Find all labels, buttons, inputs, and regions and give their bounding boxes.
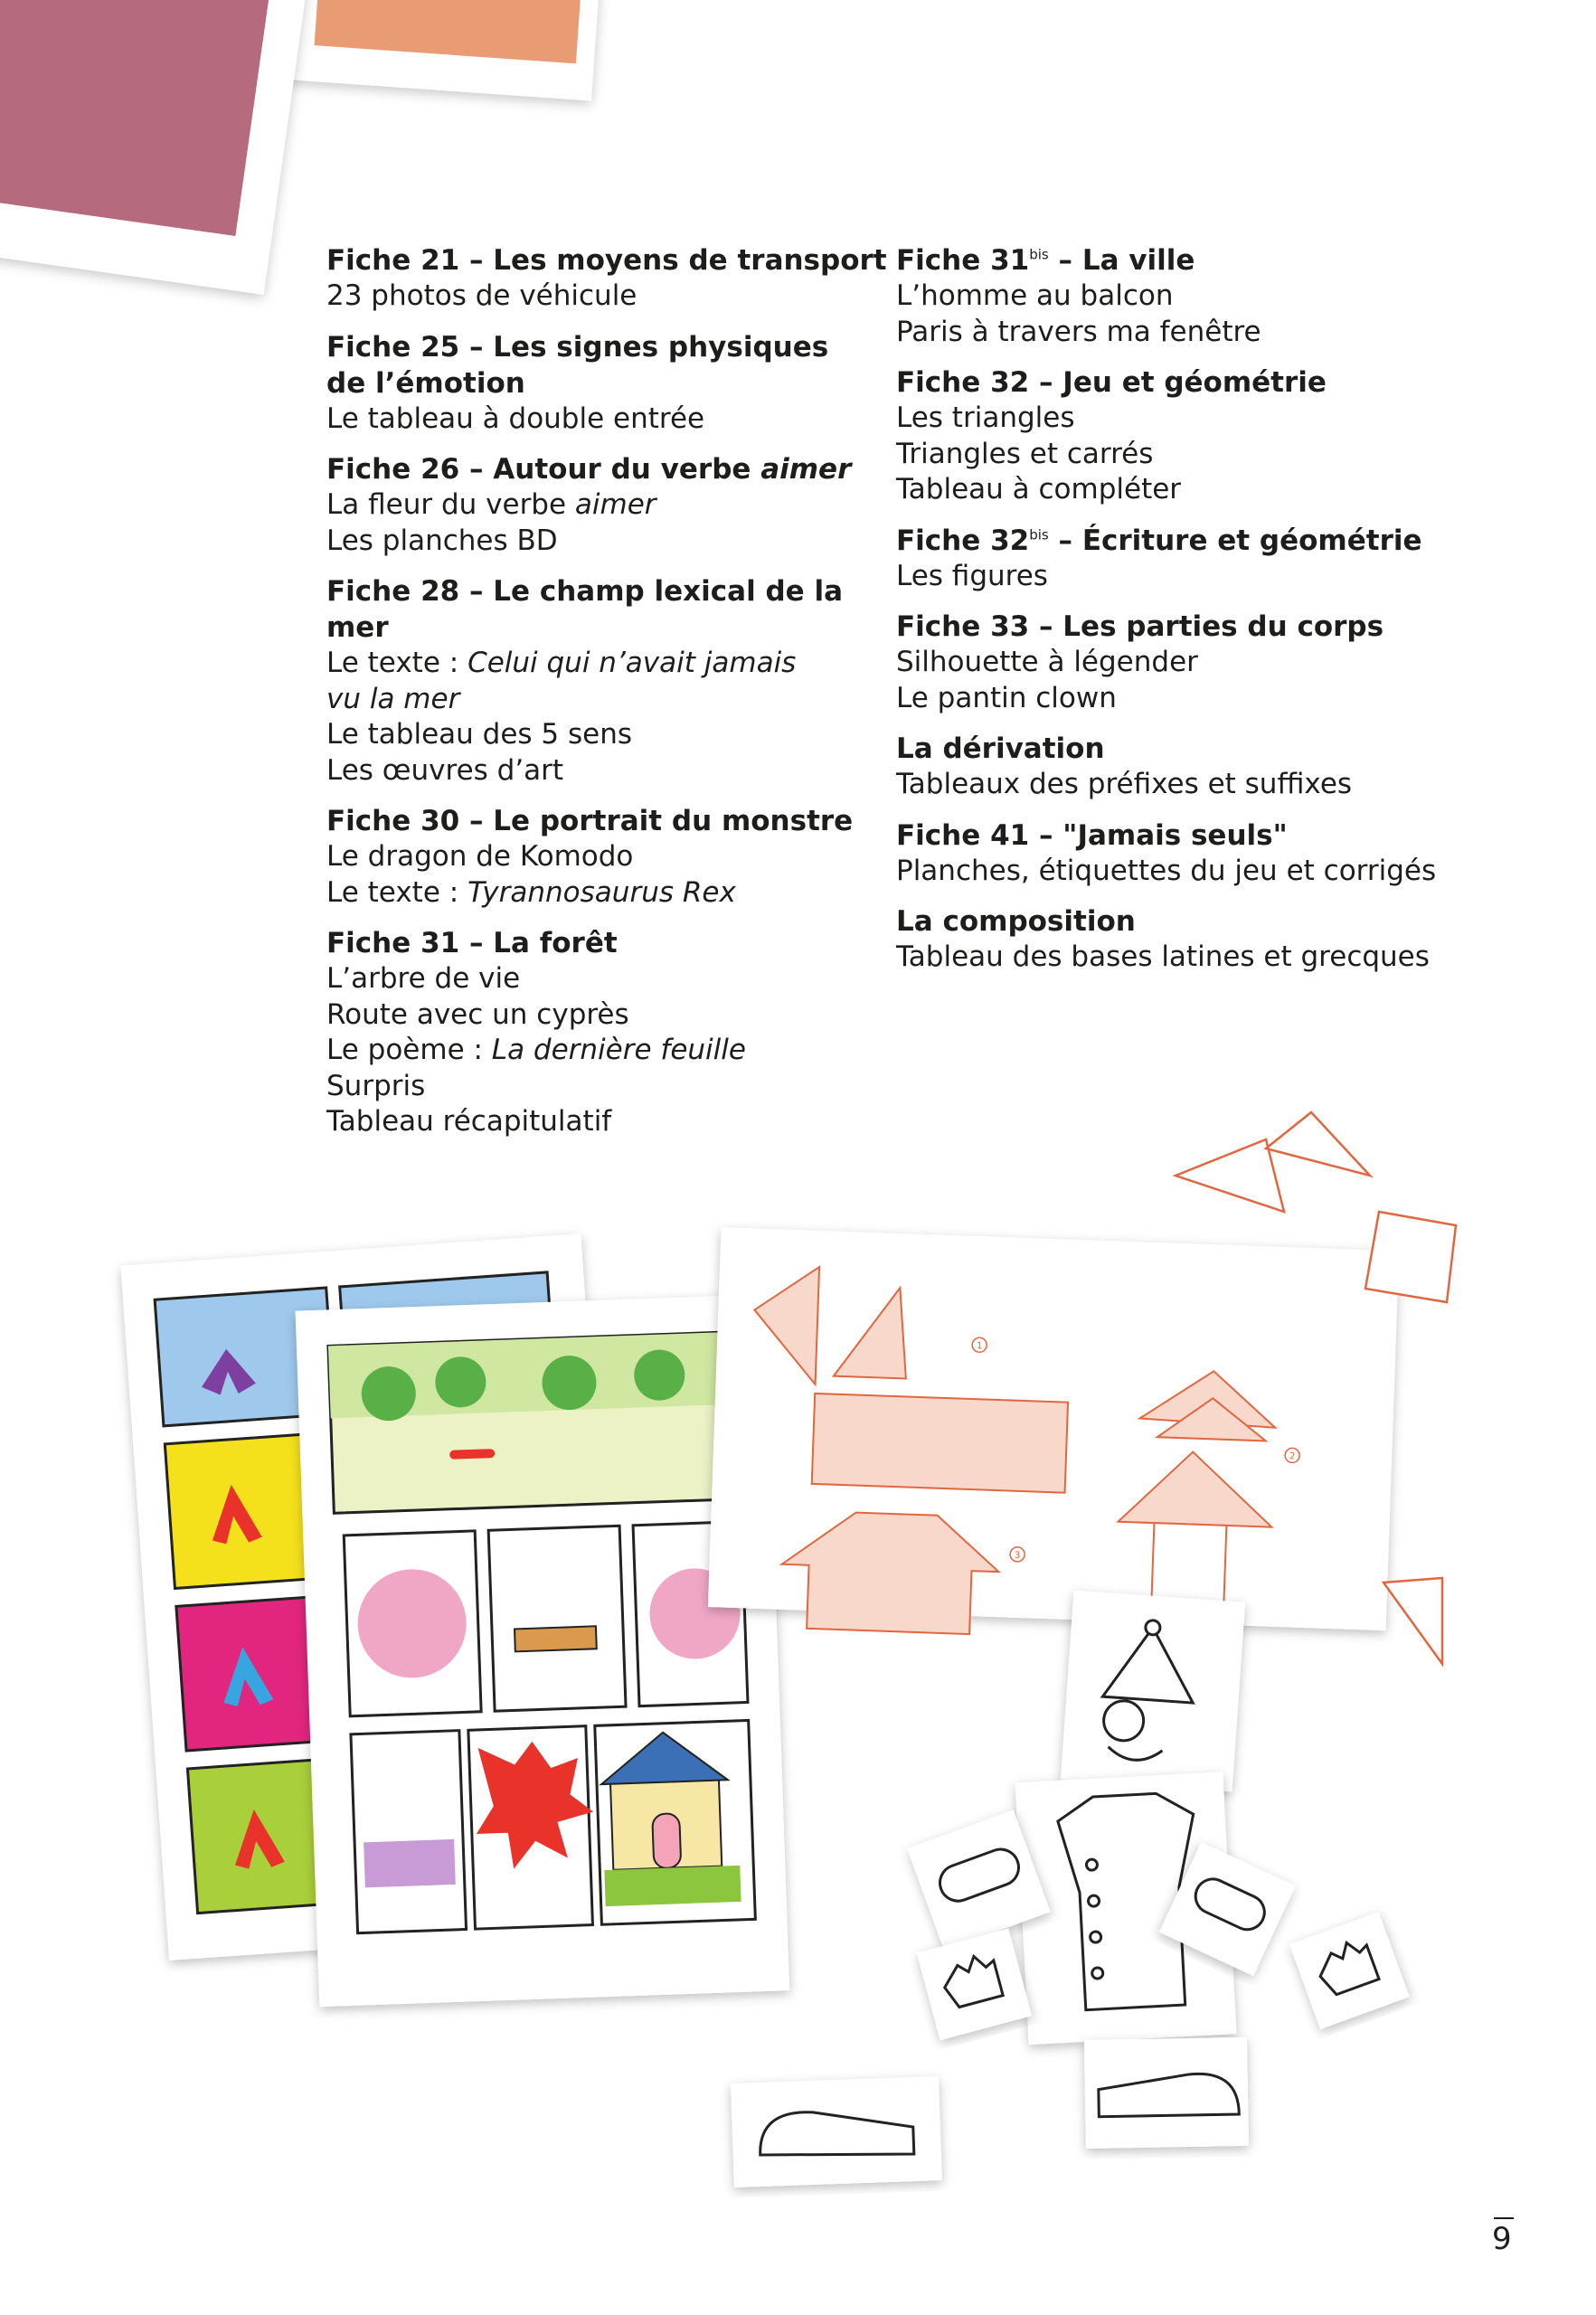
entry-line-part: Le texte : xyxy=(326,647,468,679)
entry-derivation xyxy=(896,731,1457,803)
entry-line: Les figures xyxy=(896,559,1048,592)
entry-line: Paris à travers ma fenêtre xyxy=(896,315,1261,348)
entry-title: Fiche 33 – Les parties du corps xyxy=(896,610,1384,643)
entry-line-italic: vu la mer xyxy=(326,682,460,715)
entry-line xyxy=(326,682,887,718)
entry-title-part: – Écriture et géométrie xyxy=(1048,524,1422,557)
entry-line: Planches, étiquettes du jeu et corrigés xyxy=(896,854,1437,887)
entry-title: Fiche 32 – Jeu et géométrie xyxy=(896,366,1327,399)
page-number-rule xyxy=(1494,2217,1514,2219)
worksheets-illustration xyxy=(0,1085,1596,2225)
entry-fiche-25 xyxy=(326,329,887,438)
entry-line-part: La fleur du verbe xyxy=(326,488,575,521)
entry-line: Les triangles xyxy=(896,402,1075,434)
entry-title: Fiche 31 – La forêt xyxy=(326,927,618,959)
entry-title: Fiche 41 – "Jamais seuls" xyxy=(896,818,1288,852)
entry-title: La dérivation xyxy=(896,732,1105,765)
entry-line: Le tableau des 5 sens xyxy=(326,718,633,751)
entry-title xyxy=(896,242,1457,279)
entry-title: Fiche 30 – Le portrait du monstre xyxy=(326,805,854,837)
entry-line-italic: aimer xyxy=(574,488,656,521)
entry-line xyxy=(326,646,887,682)
entry-fiche-32 xyxy=(896,364,1457,508)
entry-line: Tableau récapitulatif xyxy=(326,1105,612,1138)
entry-fiche-30 xyxy=(326,803,887,911)
corner-photo-magenta-fill xyxy=(0,0,273,236)
worksheet-number: 3 xyxy=(1014,1550,1021,1561)
entry-title-part: Fiche 26 – Autour du verbe xyxy=(326,453,761,486)
entry-line-italic: Tyrannosaurus Rex xyxy=(467,875,736,909)
entry-title: Fiche 21 – Les moyens de transport xyxy=(326,244,887,277)
entry-line: 23 photos de véhicule xyxy=(326,279,637,312)
entry-title xyxy=(896,523,1457,559)
entry-line xyxy=(326,487,887,524)
entry-line: Le tableau à double entrée xyxy=(326,402,705,435)
worksheet-number: 1 xyxy=(976,1341,983,1352)
entry-title-part: – La ville xyxy=(1048,244,1195,277)
entry-line-italic: La dernière feuille xyxy=(491,1034,746,1066)
entry-line: Tableaux des préfixes et suffixes xyxy=(896,768,1353,800)
entry-line: Les planches BD xyxy=(326,524,558,557)
entry-line: Silhouette à légender xyxy=(896,646,1198,678)
entry-fiche-33 xyxy=(896,609,1457,716)
entry-line: L’homme au balcon xyxy=(896,279,1174,312)
entry-line: Les œuvres d’art xyxy=(326,753,564,787)
geometry-worksheet xyxy=(707,1227,1399,1649)
entry-fiche-32bis xyxy=(896,523,1457,595)
page-number: 9 xyxy=(1492,2221,1512,2257)
entry-title-sup: bis xyxy=(1029,526,1049,543)
entry-title-part: de l’émotion xyxy=(326,366,525,400)
clown-puppet-cards xyxy=(731,1591,1410,2187)
entry-line-part: Le poème : xyxy=(326,1034,492,1066)
corner-photo-magenta xyxy=(0,0,311,295)
entry-title xyxy=(326,451,887,487)
worksheet-number: 2 xyxy=(1289,1451,1296,1462)
entry-composition xyxy=(896,903,1457,976)
entry-line-italic: Celui qui n’avait jamais xyxy=(467,647,797,679)
entry-title-part: Fiche 32 xyxy=(896,524,1030,557)
entry-line: Route avec un cyprès xyxy=(326,997,629,1031)
entry-line xyxy=(326,1033,887,1069)
entry-line: Le pantin clown xyxy=(896,681,1117,714)
corner-photo-orange-fill xyxy=(315,0,584,63)
entry-line: Surpris xyxy=(326,1069,426,1102)
corner-photo-orange xyxy=(285,0,601,101)
entry-line: Triangles et carrés xyxy=(896,437,1154,470)
entry-title-sup: bis xyxy=(1029,246,1049,263)
entry-title: Fiche 28 – Le champ lexical de la mer xyxy=(326,575,844,644)
right-column xyxy=(896,242,1457,990)
entry-line: L’arbre de vie xyxy=(326,962,521,995)
entry-line: Tableau des bases latines et grecques xyxy=(896,940,1430,973)
entry-fiche-28 xyxy=(326,573,887,789)
entry-title-part: Fiche 25 – Les signes physiques xyxy=(326,330,829,364)
entry-fiche-31bis xyxy=(896,242,1457,350)
entry-fiche-26 xyxy=(326,451,887,559)
entry-title xyxy=(326,329,887,402)
entry-line xyxy=(326,875,887,912)
entry-title-part: Fiche 31 xyxy=(896,244,1030,277)
entry-title: La composition xyxy=(896,905,1136,938)
entry-line: Tableau à compléter xyxy=(896,473,1182,506)
entry-fiche-21 xyxy=(326,242,887,315)
left-column xyxy=(326,242,887,1155)
entry-title-italic: aimer xyxy=(760,453,852,486)
entry-fiche-41 xyxy=(896,817,1457,890)
entry-line-part: Le texte : xyxy=(326,875,468,909)
entry-line: Le dragon de Komodo xyxy=(326,840,634,873)
